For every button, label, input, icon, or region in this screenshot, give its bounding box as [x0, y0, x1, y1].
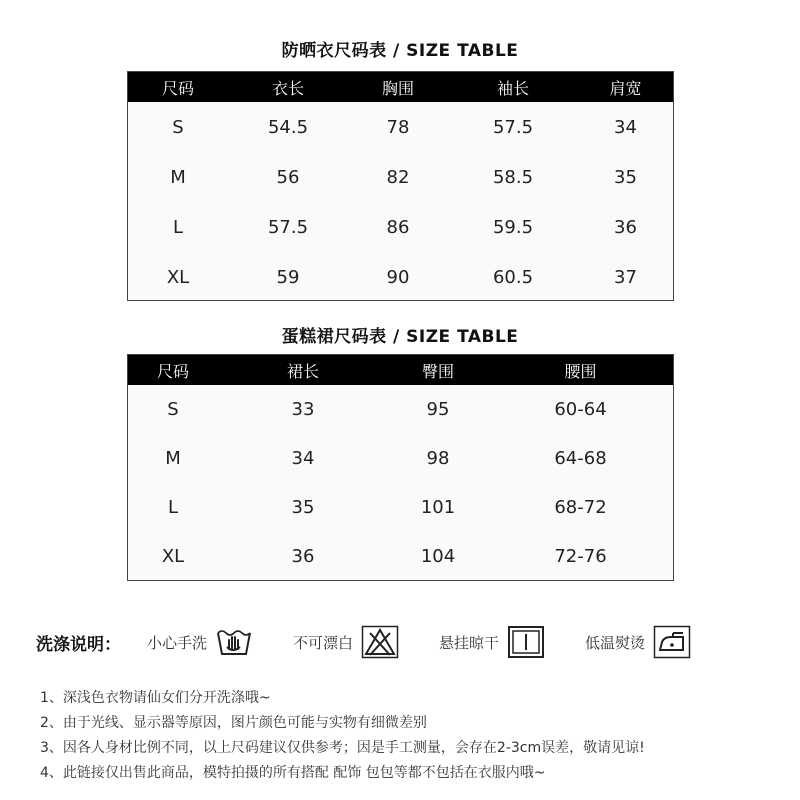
sunscreen-size-table-title: 防晒衣尺码表 / SIZE TABLE [281, 41, 519, 61]
wash-item-label: 不可漂白 [293, 633, 354, 652]
table-cell: 101 [420, 497, 456, 518]
table-cell: S [172, 116, 184, 138]
table-cell: 60.5 [492, 266, 534, 288]
sunscreen-size-table [127, 71, 674, 301]
table-cell: 35 [614, 166, 637, 188]
header-cell: 肩宽 [609, 78, 642, 98]
table-cell: 64-68 [554, 448, 607, 469]
table-cell: 78 [386, 116, 410, 138]
table-row [128, 102, 673, 152]
table-cell: 82 [386, 166, 410, 188]
table-cell: M [170, 166, 186, 188]
note-item: 1、深浅色衣物请仙女们分开洗涤哦~ [40, 690, 271, 706]
table-cell: L [172, 216, 184, 238]
hang-dry-icon [507, 625, 545, 659]
note-item: 2、由于光线、显示器等原因，图片颜色可能与实物有细微差别 [40, 715, 427, 731]
table-cell: 68-72 [554, 497, 607, 518]
low-iron-icon [653, 625, 691, 659]
table-cell: 90 [386, 266, 410, 288]
table-cell: 34 [291, 448, 315, 469]
table-row [128, 483, 673, 532]
table-cell: XL [166, 266, 190, 288]
table-cell: 86 [386, 216, 410, 238]
table-cell: 54.5 [267, 116, 309, 138]
table-cell: 36 [614, 216, 637, 238]
table-header [128, 72, 673, 102]
table-cell: 104 [420, 546, 456, 567]
header-cell: 臀围 [421, 361, 454, 381]
table-cell: 58.5 [492, 166, 534, 188]
wash-item-hang-dry [439, 625, 545, 659]
table-row [128, 385, 673, 434]
table-cell: M [165, 448, 181, 469]
header-cell: 裙长 [286, 361, 319, 381]
note-item: 4、此链接仅出售此商品，模特拍摄的所有搭配 配饰 包包等都不包括在衣服内哦~ [40, 765, 546, 781]
header-cell: 胸围 [381, 78, 414, 98]
header-cell: 尺码 [156, 361, 189, 381]
wash-instructions [36, 622, 776, 662]
table-cell: 57.5 [492, 116, 534, 138]
skirt-size-table-title: 蛋糕裙尺码表 / SIZE TABLE [281, 327, 519, 347]
header-cell: 尺码 [161, 78, 194, 98]
header-cell: 腰围 [564, 361, 597, 381]
wash-item-label: 低温熨烫 [585, 633, 646, 652]
table-cell: XL [161, 546, 185, 567]
table-row [128, 152, 673, 202]
table-cell: 35 [291, 497, 315, 518]
table-cell: 59.5 [492, 216, 534, 238]
table-row [128, 202, 673, 252]
table-cell: 98 [426, 448, 450, 469]
table-cell: 33 [291, 399, 315, 420]
table-cell: 57.5 [267, 216, 309, 238]
wash-item-no-bleach [293, 625, 399, 659]
wash-item-hand-wash [147, 625, 253, 659]
wash-item-label: 小心手洗 [147, 633, 208, 652]
hand-wash-icon [215, 625, 253, 659]
no-bleach-icon [361, 625, 399, 659]
wash-item-low-iron [585, 625, 691, 659]
note-item: 3、因各人身材比例不同，以上尺码建议仅供参考；因是手工测量，会存在2-3cm误差，敬请见谅! [40, 740, 645, 756]
table-cell: S [167, 399, 179, 420]
notes-list [40, 686, 780, 786]
header-cell: 衣长 [271, 78, 304, 98]
table-cell: 59 [276, 266, 300, 288]
skirt-size-table [127, 354, 674, 581]
wash-item-label: 悬挂晾干 [439, 633, 500, 652]
table-cell: 34 [614, 116, 637, 138]
table-row [128, 252, 673, 302]
table-cell: 60-64 [554, 399, 607, 420]
header-cell: 袖长 [496, 78, 529, 98]
table-cell: 95 [426, 399, 450, 420]
table-row [128, 532, 673, 581]
table-row [128, 434, 673, 483]
wash-label: 洗涤说明： [36, 634, 121, 655]
table-cell: 36 [291, 546, 315, 567]
table-header [128, 355, 673, 385]
table-cell: L [167, 497, 179, 518]
table-cell: 37 [614, 266, 637, 288]
table-cell: 56 [276, 166, 300, 188]
table-cell: 72-76 [554, 546, 607, 567]
